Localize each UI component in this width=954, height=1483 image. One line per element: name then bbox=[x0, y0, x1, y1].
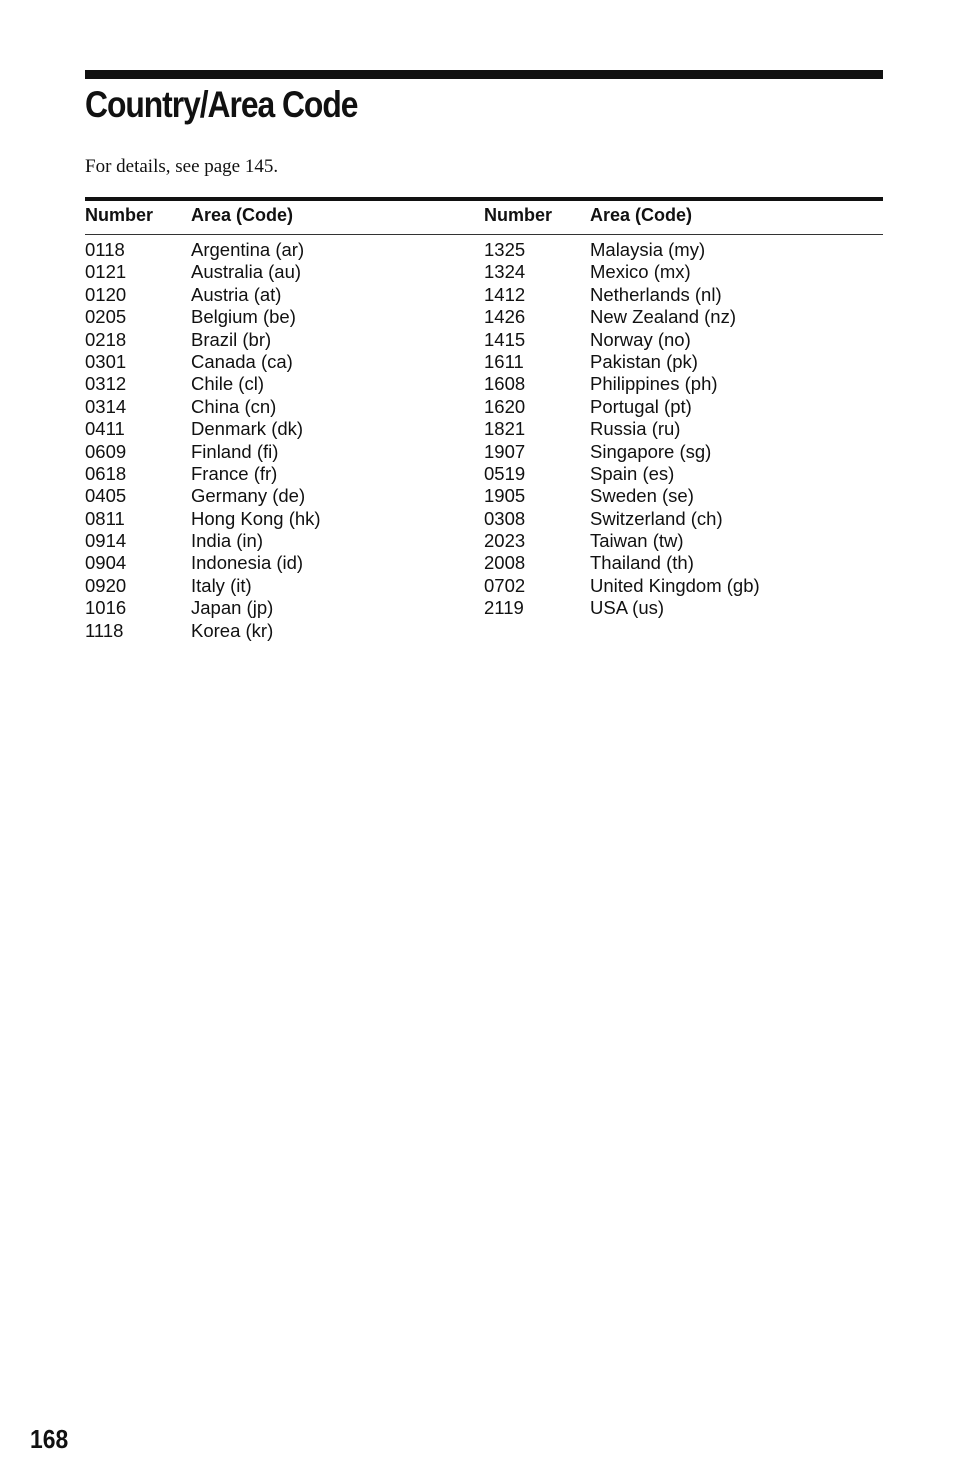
country-area: Hong Kong (hk) bbox=[191, 507, 321, 529]
table-header-rule bbox=[85, 234, 883, 235]
country-number: 0121 bbox=[85, 261, 127, 283]
country-area: Mexico (mx) bbox=[590, 261, 691, 283]
country-number: 0904 bbox=[85, 552, 127, 574]
country-number: 0218 bbox=[85, 328, 127, 350]
country-area: Malaysia (my) bbox=[590, 239, 706, 260]
country-number: 0312 bbox=[85, 373, 127, 395]
country-number: 1608 bbox=[484, 373, 526, 395]
country-number: 0609 bbox=[85, 440, 127, 462]
country-number: 2119 bbox=[484, 597, 524, 619]
country-area: Brazil (br) bbox=[191, 328, 272, 350]
page-title: Country/Area Code bbox=[85, 84, 358, 125]
country-area: Singapore (sg) bbox=[590, 440, 712, 462]
country-number: 1325 bbox=[484, 239, 526, 260]
country-area: Sweden (se) bbox=[590, 485, 694, 507]
country-area: Canada (ca) bbox=[191, 350, 293, 372]
country-area: Russia (ru) bbox=[590, 418, 681, 440]
country-area: India (in) bbox=[191, 530, 263, 552]
country-number: 0519 bbox=[484, 462, 526, 484]
country-area: Spain (es) bbox=[590, 462, 675, 484]
country-number: 1415 bbox=[484, 328, 526, 350]
country-area: Austria (at) bbox=[191, 283, 282, 305]
country-number: 0618 bbox=[85, 462, 127, 484]
country-area: Philippines (ph) bbox=[590, 373, 718, 395]
country-area: United Kingdom (gb) bbox=[590, 574, 760, 596]
country-number: 0411 bbox=[85, 418, 125, 440]
country-number: 0118 bbox=[85, 239, 125, 260]
header-area-right: Area (Code) bbox=[590, 205, 693, 225]
country-number: 0702 bbox=[484, 574, 526, 596]
country-number: 2023 bbox=[484, 530, 526, 552]
table-top-rule bbox=[85, 197, 883, 201]
country-number: 1412 bbox=[484, 283, 526, 305]
country-area: Portugal (pt) bbox=[590, 395, 692, 417]
country-area: Pakistan (pk) bbox=[590, 350, 698, 372]
country-area: Argentina (ar) bbox=[191, 239, 305, 260]
country-number: 2008 bbox=[484, 552, 526, 574]
country-area: Belgium (be) bbox=[191, 306, 296, 328]
country-area: Thailand (th) bbox=[590, 552, 694, 574]
country-area: New Zealand (nz) bbox=[590, 306, 737, 328]
country-number: 1118 bbox=[85, 619, 124, 641]
country-number: 1426 bbox=[484, 306, 526, 328]
country-number: 1821 bbox=[484, 418, 526, 440]
country-area: Netherlands (nl) bbox=[590, 283, 722, 305]
header-area-left: Area (Code) bbox=[191, 205, 294, 225]
country-area: USA (us) bbox=[590, 597, 665, 619]
country-number: 0914 bbox=[85, 530, 127, 552]
country-number: 0308 bbox=[484, 507, 526, 529]
country-number: 0405 bbox=[85, 485, 127, 507]
country-area: France (fr) bbox=[191, 462, 278, 484]
header-number-right: Number bbox=[484, 205, 553, 225]
country-number: 1016 bbox=[85, 597, 127, 619]
country-number: 0301 bbox=[85, 350, 127, 372]
country-area: Australia (au) bbox=[191, 261, 302, 283]
country-area: Finland (fi) bbox=[191, 440, 279, 462]
country-number: 1324 bbox=[484, 261, 526, 283]
country-area: Switzerland (ch) bbox=[590, 507, 723, 529]
country-area: Indonesia (id) bbox=[191, 552, 304, 574]
title-top-rule bbox=[85, 70, 883, 79]
page-number: 168 bbox=[30, 1424, 69, 1454]
country-area: Germany (de) bbox=[191, 485, 306, 507]
country-number: 0314 bbox=[85, 395, 127, 417]
country-number: 1611 bbox=[484, 350, 524, 372]
country-area: Taiwan (tw) bbox=[590, 530, 684, 552]
country-number: 1905 bbox=[484, 485, 526, 507]
country-number: 1620 bbox=[484, 395, 526, 417]
country-area: Korea (kr) bbox=[191, 619, 274, 641]
country-number: 0811 bbox=[85, 507, 125, 529]
country-area: Italy (it) bbox=[191, 574, 252, 596]
header-number-left: Number bbox=[85, 205, 154, 225]
country-area: Chile (cl) bbox=[191, 373, 264, 395]
country-number: 0920 bbox=[85, 574, 127, 596]
country-number: 0120 bbox=[85, 283, 127, 305]
country-area: Japan (jp) bbox=[191, 597, 274, 619]
country-area: China (cn) bbox=[191, 395, 277, 417]
country-number: 1907 bbox=[484, 440, 526, 462]
country-area: Norway (no) bbox=[590, 328, 691, 350]
intro-text: For details, see page 145. bbox=[85, 156, 279, 177]
country-area: Denmark (dk) bbox=[191, 418, 304, 440]
country-number: 0205 bbox=[85, 306, 127, 328]
